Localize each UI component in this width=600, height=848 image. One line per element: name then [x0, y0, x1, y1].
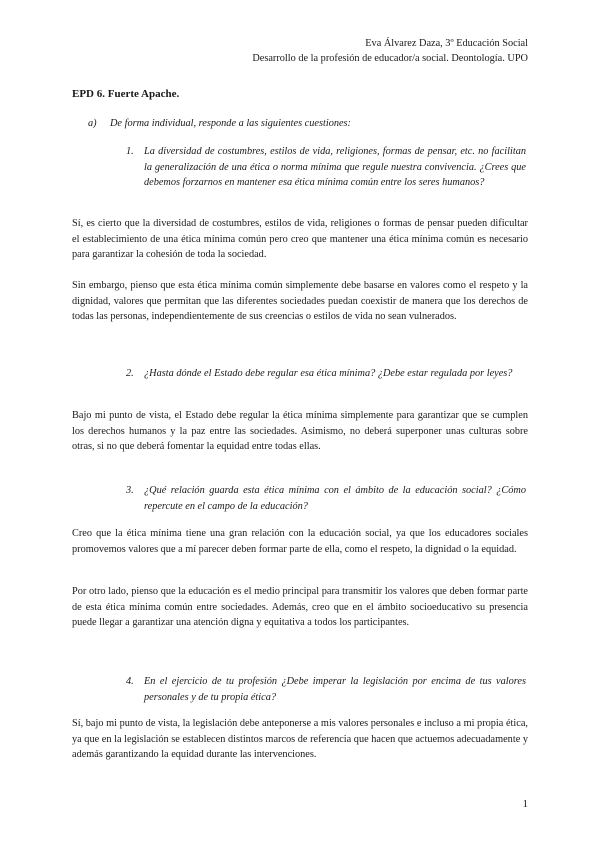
question-4	[126, 674, 526, 705]
question-1	[126, 144, 526, 191]
question-text: En el ejercicio de tu profesión ¿Debe imperar la legislación por encima de tus valores personales y de tu propia ética?	[144, 676, 526, 703]
question-number: 4.	[126, 676, 134, 687]
answer-paragraph: Por otro lado, pienso que la educación es el medio principal para transmitir los valores que deben formar parte de esta ética mínima común entre sociedades. Además, creo que en el ámbito socioeducativo su presencia puede llegar a garantizar una atención digna y equitativa a todos los participantes.	[72, 586, 528, 628]
document-title: EPD 6. Fuerte Apache.	[72, 88, 180, 100]
section-a-text: De forma individual, responde a las siguientes cuestiones:	[110, 118, 351, 129]
answer-paragraph: Sí, bajo mi punto de vista, la legislación debe anteponerse a mis valores personales e incluso a mi propia ética, ya que en la legislación se establecen distintos marcos de referencia que hacen que actuemos adecuadamente y además garantizando la equidad durante las intervenciones.	[72, 718, 528, 760]
section-a-heading	[88, 116, 528, 132]
answer-paragraph: Bajo mi punto de vista, el Estado debe regular la ética mínima simplemente para garantizar que se cumplen los derechos humanos y la paz entre las sociedades. Asimismo, no deberá superponer unas culturas sobre otras, si no que deberá fomentar la equidad entre todas ellas.	[72, 410, 528, 452]
question-number: 3.	[126, 485, 134, 496]
question-text: La diversidad de costumbres, estilos de vida, religiones, formas de pensar, etc. no facilitan la generalización de una ética o norma mínima que regule nuestra convivencia. ¿Crees que debemos forzarnos en mantener esa ética mínima común entre los seres humanos?	[144, 146, 526, 188]
question-3	[126, 483, 526, 514]
question-text: ¿Hasta dónde el Estado debe regular esa ética mínima? ¿Debe estar regulada por leyes?	[144, 368, 513, 379]
question-text: ¿Qué relación guarda esta ética mínima con el ámbito de la educación social? ¿Cómo repercute en el campo de la educación?	[144, 485, 526, 512]
question-2	[126, 366, 526, 382]
question-number: 1.	[126, 146, 134, 157]
header-author-line: Eva Álvarez Daza, 3º Educación Social	[365, 38, 528, 49]
page-header	[252, 36, 528, 66]
section-a-marker: a)	[88, 118, 97, 129]
question-number: 2.	[126, 368, 134, 379]
page-number: 1	[522, 798, 528, 810]
answer-paragraph: Creo que la ética mínima tiene una gran relación con la educación social, ya que los educadores sociales promovemos valores que a mí parecer deben formar parte de ella, como el respeto, la dignidad o la equidad.	[72, 528, 528, 555]
answer-paragraph: Sin embargo, pienso que esta ética mínima común simplemente debe basarse en valores como el respeto y la dignidad, valores que permitan que las diferentes sociedades puedan coexistir de manera que los derechos de todas las personas, independientemente de sus creencias o estilos de vida no sean vulnerados.	[72, 280, 528, 322]
header-course-line: Desarrollo de la profesión de educador/a social. Deontología. UPO	[252, 53, 528, 64]
answer-paragraph: Sí, es cierto que la diversidad de costumbres, estilos de vida, religiones o formas de pensar pueden dificultar el establecimiento de una ética mínima común pero creo que mantener una ética mínima común es necesario para garantizar la cohesión de toda la sociedad.	[72, 218, 528, 260]
